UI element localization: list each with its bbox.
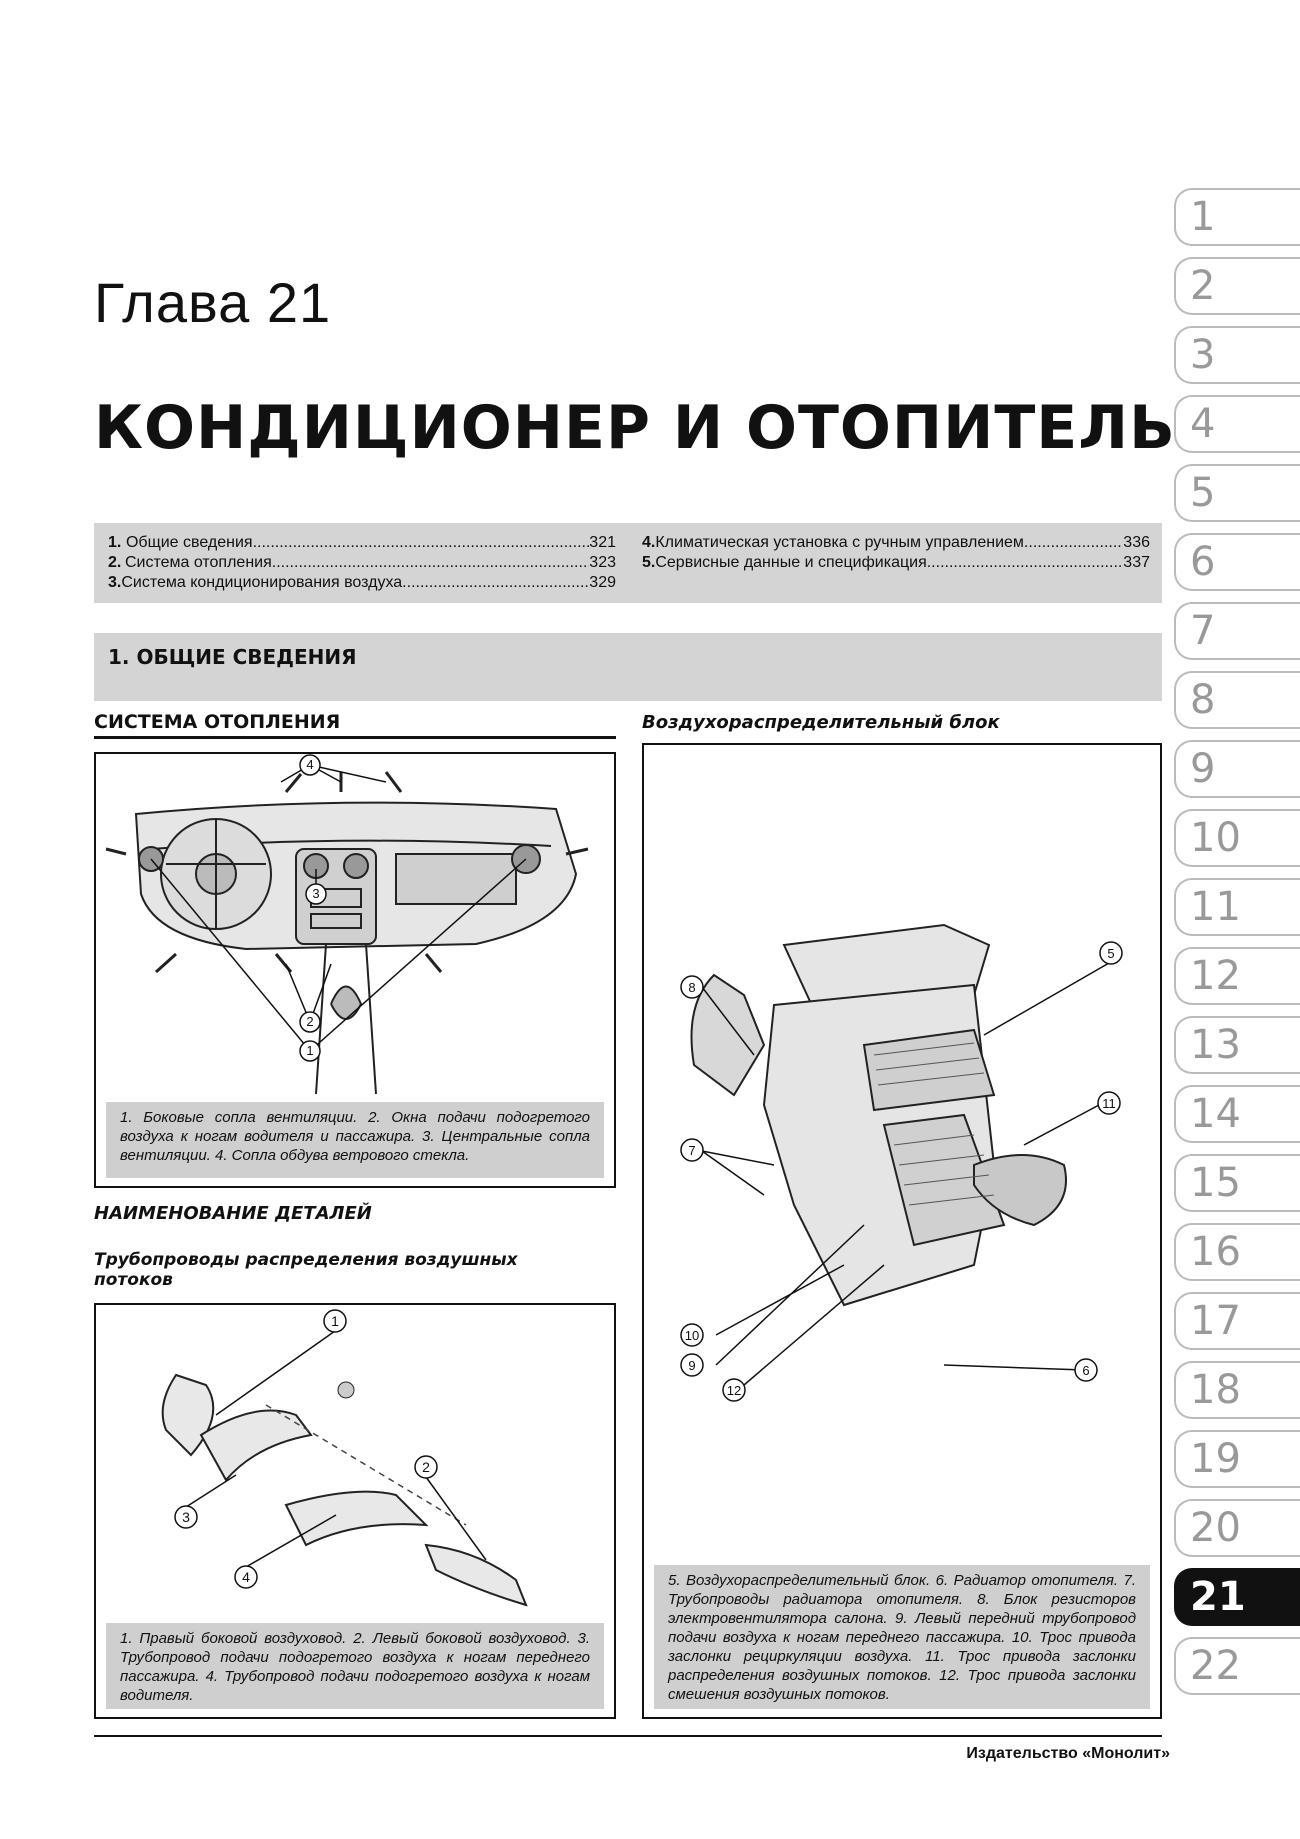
tab-5[interactable]: 5 [1174, 464, 1300, 522]
tab-15[interactable]: 15 [1174, 1154, 1300, 1212]
callout-8: 8 [688, 980, 696, 995]
tab-12[interactable]: 12 [1174, 947, 1300, 1005]
callout-4: 4 [306, 757, 314, 772]
toc-item[interactable] [642, 553, 1150, 573]
parts-heading: НАИМЕНОВАНИЕ ДЕТАЛЕЙ [94, 1203, 372, 1224]
tab-4[interactable]: 4 [1174, 395, 1300, 453]
toc-text: Сервисные данные и спецификация [655, 554, 927, 571]
tab-11[interactable]: 11 [1174, 878, 1300, 936]
tab-6[interactable]: 6 [1174, 533, 1300, 591]
figure-caption: 1. Боковые сопла вентиляции. 2. Окна подачи подогретого воздуха к ногам водителя и пассажира. 3. Центральные сопла вентиляции. 4. Сопла обдува ветрового стекла. [106, 1102, 604, 1178]
callout-2: 2 [422, 1459, 430, 1475]
callout-3: 3 [182, 1509, 190, 1525]
tab-10[interactable]: 10 [1174, 809, 1300, 867]
toc-text: Система отопления [124, 554, 272, 571]
tab-21[interactable]: 21 [1174, 1568, 1300, 1626]
tab-1[interactable]: 1 [1174, 188, 1300, 246]
callout-4: 4 [242, 1569, 250, 1585]
tab-17[interactable]: 17 [1174, 1292, 1300, 1350]
toc-num: 3. [108, 574, 122, 591]
callout-7: 7 [688, 1143, 696, 1158]
toc-text: Общие сведения [125, 534, 253, 551]
toc-item[interactable] [108, 533, 616, 553]
callout-6: 6 [1082, 1363, 1090, 1378]
toc-item[interactable] [108, 553, 616, 573]
tab-16[interactable]: 16 [1174, 1223, 1300, 1281]
figure-distribution-unit [642, 743, 1162, 1719]
callout-9: 9 [688, 1358, 696, 1373]
distribution-heading: Воздухораспределительный блок [642, 712, 1000, 733]
ducts-illustration [96, 1305, 614, 1615]
tab-8[interactable]: 8 [1174, 671, 1300, 729]
toc-item[interactable] [108, 573, 616, 593]
figure-dashboard [94, 752, 616, 1188]
table-of-contents [94, 523, 1162, 603]
section-header [94, 633, 1162, 701]
dashboard-illustration [96, 754, 614, 1099]
callout-2: 2 [306, 1014, 314, 1029]
tab-3[interactable]: 3 [1174, 326, 1300, 384]
tab-9[interactable]: 9 [1174, 740, 1300, 798]
callout-3: 3 [312, 886, 320, 901]
publisher: Издательство «Монолит» [966, 1745, 1170, 1762]
tab-2[interactable]: 2 [1174, 257, 1300, 315]
tab-13[interactable]: 13 [1174, 1016, 1300, 1074]
tab-19[interactable]: 19 [1174, 1430, 1300, 1488]
tab-22[interactable]: 22 [1174, 1637, 1300, 1695]
callout-11: 11 [1102, 1096, 1116, 1111]
toc-page: 337 [1123, 554, 1150, 571]
toc-page: 336 [1123, 534, 1150, 551]
callout-1: 1 [306, 1043, 314, 1058]
toc-num: 1. [108, 534, 122, 551]
chapter-tabs [1174, 188, 1300, 1706]
toc-text: Система кондиционирования воздуха [121, 574, 403, 591]
toc-item[interactable] [642, 533, 1150, 553]
ducts-heading: Трубопроводы распределения воздушных потоков [94, 1250, 518, 1290]
tab-14[interactable]: 14 [1174, 1085, 1300, 1143]
toc-page: 323 [589, 554, 616, 571]
toc-page: 321 [589, 534, 616, 551]
section-title: 1. ОБЩИЕ СВЕДЕНИЯ [108, 645, 357, 669]
footer-divider [94, 1735, 1162, 1737]
toc-num: 2. [108, 554, 122, 571]
figure-ducts [94, 1303, 616, 1719]
toc-page: 329 [589, 574, 616, 591]
callout-12: 12 [726, 1383, 742, 1398]
tab-18[interactable]: 18 [1174, 1361, 1300, 1419]
chapter-title: КОНДИЦИОНЕР И ОТОПИТЕЛЬ [94, 393, 1176, 463]
callout-5: 5 [1107, 946, 1115, 961]
toc-num: 5. [642, 554, 656, 571]
toc-num: 4. [642, 534, 656, 551]
tab-7[interactable]: 7 [1174, 602, 1300, 660]
figure-caption: 5. Воздухораспределительный блок. 6. Радиатор отопителя. 7. Трубопроводы радиатора отопителя. 8. Блок резисторов электровентилятора салона. 9. Левый передний трубопровод подачи воздуха к ногам переднего пассажира. 10. Трос привода заслонки рециркуляции воздуха. 11. Трос привода заслонки распределения воздушных потоков. 12. Трос привода заслонки смешения воздушных потоков. [654, 1565, 1150, 1709]
callout-1: 1 [331, 1313, 339, 1329]
chapter-label: Глава 21 [94, 271, 332, 334]
figure-caption: 1. Правый боковой воздуховод. 2. Левый боковой воздуховод. 3. Трубопровод подачи подогретого воздуха к ногам переднего пассажира. 4. Трубопровод подачи подогретого воздуха к ногам водителя. [106, 1623, 604, 1709]
tab-20[interactable]: 20 [1174, 1499, 1300, 1557]
heating-heading: СИСТЕМА ОТОПЛЕНИЯ [94, 711, 616, 739]
distribution-unit-illustration [644, 745, 1160, 1555]
callout-10: 10 [684, 1328, 700, 1343]
toc-text: Климатическая установка с ручным управлением [655, 534, 1024, 551]
